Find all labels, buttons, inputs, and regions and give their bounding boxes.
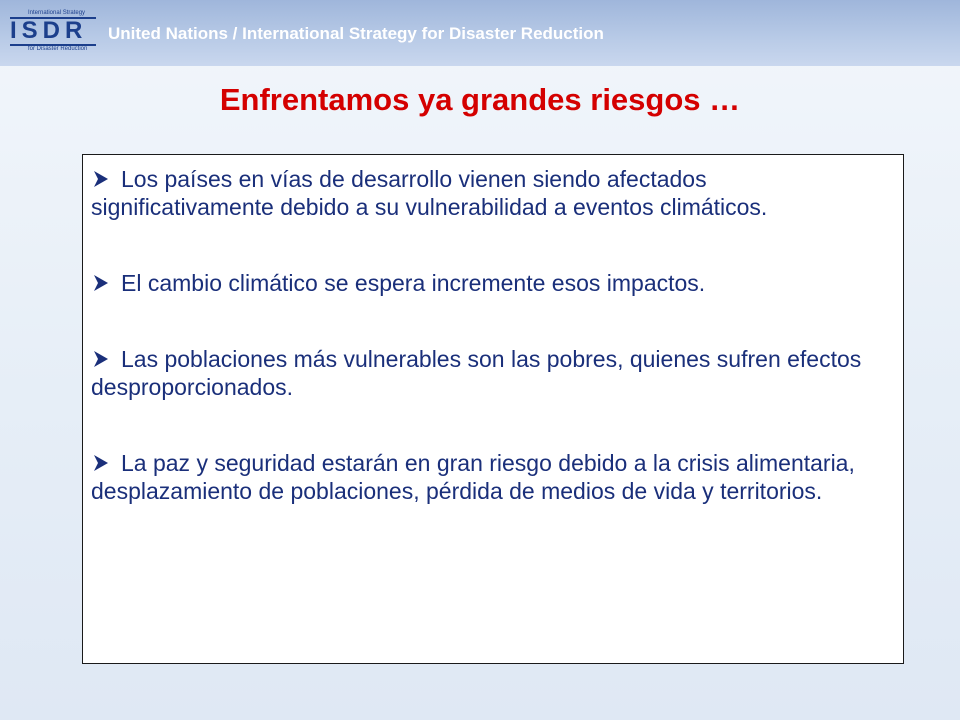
logo-tagline-bottom: for Disaster Reduction (28, 46, 88, 52)
bullet-text: Los países en vías de desarrollo vienen siendo afectados significativamente debido a su vulnerabilidad a eventos climáticos. (91, 166, 768, 220)
isdr-logo (6, 8, 96, 56)
slide-title: Enfrentamos ya grandes riesgos … (219, 82, 741, 117)
header-bar (0, 0, 960, 66)
bullet-text: Las poblaciones más vulnerables son las pobres, quienes sufren efectos desproporcionados. (91, 346, 862, 400)
bullet-item (91, 269, 885, 297)
content-box (82, 154, 904, 664)
logo-tagline-top: International Strategy (28, 10, 86, 16)
logo-wordmark: ISDR (10, 17, 88, 44)
arrow-bullet-icon (93, 170, 109, 188)
arrow-bullet-icon (93, 350, 109, 368)
bullet-text: El cambio climático se espera incremente esos impactos. (121, 270, 706, 296)
logo-rule-bottom (10, 44, 96, 46)
bullet-item (91, 449, 885, 505)
bullet-item (91, 165, 885, 221)
arrow-bullet-icon (93, 274, 109, 292)
bullet-text: La paz y seguridad estarán en gran riesgo debido a la crisis alimentaria, desplazamiento de poblaciones, pérdida de medios de vida y territorios. (91, 450, 855, 504)
arrow-bullet-icon (93, 454, 109, 472)
bullet-list (83, 155, 903, 505)
organization-title: United Nations / International Strategy for Disaster Reduction (108, 24, 604, 43)
bullet-item (91, 345, 885, 401)
